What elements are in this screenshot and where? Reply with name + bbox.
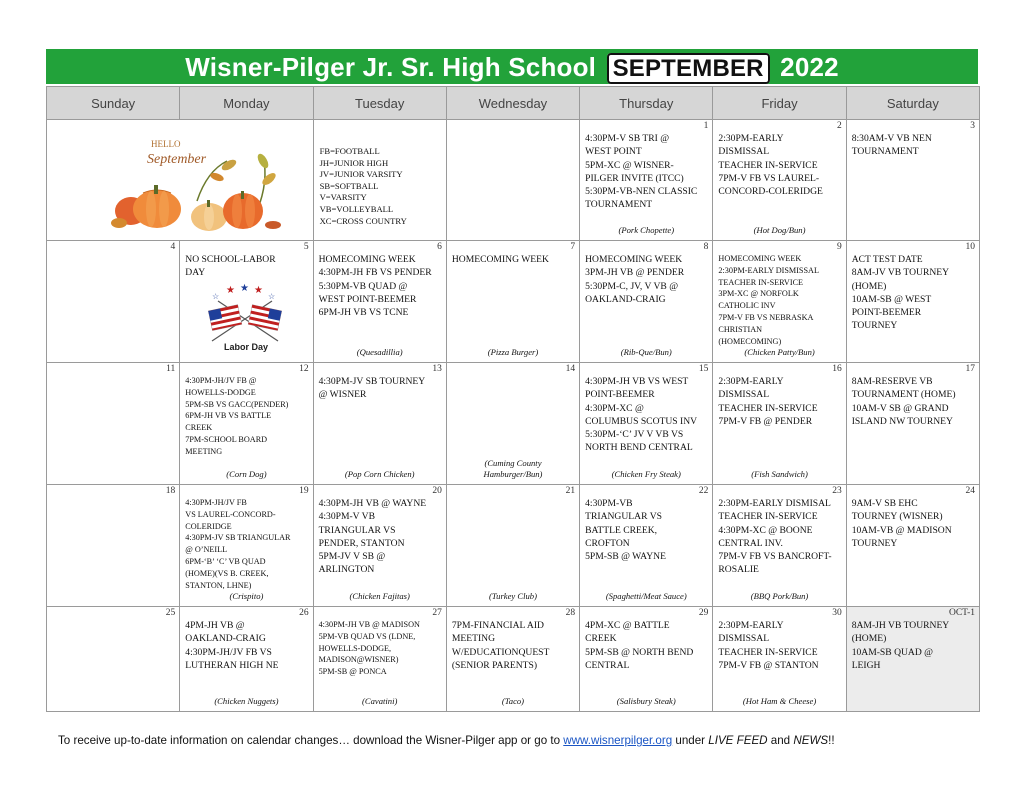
svg-text:★: ★ [254,285,264,296]
lunch-menu: (Fish Sandwich) [751,469,808,479]
calendar-week [47,485,980,607]
day-cell [580,120,713,241]
day-cell [846,120,979,241]
day-cell [713,363,846,485]
day-header: Tuesday [313,87,446,120]
weekday-header [47,87,980,120]
calendar-week [47,241,980,363]
day-cell [446,485,579,607]
day-cell [846,485,979,607]
day-cell [713,120,846,241]
pumpkin-illustration [47,121,313,239]
day-number: 8 [703,242,709,252]
lunch-menu: (BBQ Pork/Bun) [750,591,809,601]
day-cell [580,607,713,712]
day-cell [313,485,446,607]
day-number: 15 [698,364,709,374]
lunch-menu: (Cuming County Hamburger/Bun) [483,458,543,479]
day-cell [180,363,313,485]
day-number: 9 [836,242,842,252]
day-number: 22 [698,486,709,496]
day-events: 8:30AM-V VB NEN TOURNAMENT [851,133,932,158]
lunch-menu: (Hot Ham & Cheese) [742,696,817,706]
day-events: HOMECOMING WEEK 4:30PM-JH FB VS PENDER 5:30PM-VB QUAD @ WEST POINT-BEEMER 6PM-JH VB VS TCNE [318,254,432,319]
day-events: 7PM-FINANCIAL AID MEETING W/EDUCATIONQUEST (SENIOR PARENTS) [451,620,550,671]
day-number: 1 [703,121,709,131]
day-events: 4:30PM-JV SB TOURNEY @ WISNER [318,376,426,401]
day-events: 8AM-JH VB TOURNEY (HOME) 10AM-SB QUAD @ LEIGH [851,620,950,671]
website-link[interactable]: www.wisnerpilger.org [563,734,673,747]
day-cell [713,485,846,607]
day-number: 24 [965,486,975,496]
day-events: 2:30PM-EARLY DISMISAL TEACHER IN-SERVICE 4:30PM-XC @ BOONE CENTRAL INV. 7PM-V FB VS BANCROFT- ROSALIE [718,498,832,576]
year-label: 2022 [780,52,839,82]
day-number: 2 [836,121,842,131]
school-name: Wisner-Pilger Jr. Sr. High School [185,52,597,82]
footer-note: To receive up-to-date information on calendar changes… download the Wisner-Pilger app or go to www.wisnerpilger.org under LIVE FEED and NEWS!! [58,734,835,747]
lunch-menu: (Pork Chopette) [618,225,675,235]
day-cell [580,241,713,363]
lunch-menu: (Chicken Patty/Bun) [744,347,815,357]
calendar-banner [46,49,978,84]
lunch-menu: (Corn Dog) [226,469,267,479]
day-cell [580,363,713,485]
calendar-week [47,363,980,485]
day-events: 9AM-V SB EHC TOURNEY (WISNER) 10AM-VB @ MADISON TOURNEY [851,498,952,549]
day-events: 4PM-XC @ BATTLE CREEK 5PM-SB @ NORTH BEND CENTRAL [585,620,694,671]
lunch-menu: (Crispito) [229,591,264,601]
day-number: 16 [832,364,842,374]
day-events: 4:30PM-VB TRIANGULAR VS BATTLE CREEK, CROFTON 5PM-SB @ WAYNE [585,498,666,563]
day-cell [713,241,846,363]
day-cell [313,607,446,712]
day-number: 28 [565,608,576,618]
day-cell [180,485,313,607]
svg-text:☆: ☆ [268,292,276,301]
day-events: 2:30PM-EARLY DISMISSAL TEACHER IN-SERVICE 7PM-V FB VS LAUREL- CONCORD-COLERIDGE [718,133,823,198]
day-cell [47,241,180,363]
day-number: 19 [299,486,309,496]
day-number: 11 [166,364,176,374]
day-header: Thursday [580,87,713,120]
day-number: 5 [303,242,309,252]
day-number: OCT-1 [948,608,975,618]
day-cell [713,607,846,712]
day-cell [446,363,579,485]
day-header: Wednesday [446,87,579,120]
day-number: 30 [832,608,842,618]
day-number: 12 [299,364,309,374]
day-number: 17 [965,364,975,374]
september-script: September [147,152,207,167]
lunch-menu: (Spaghetti/Meat Sauce) [605,591,687,601]
day-number: 26 [299,608,309,618]
day-number: 4 [170,242,176,252]
svg-text:★: ★ [240,283,250,294]
calendar-week [47,120,980,241]
day-header: Sunday [47,87,180,120]
day-number: 27 [432,608,442,618]
day-number: 29 [698,608,709,618]
svg-text:★: ★ [226,285,236,296]
day-number: 25 [165,608,176,618]
day-cell [846,241,979,363]
day-cell [47,363,180,485]
day-events: 4PM-JH VB @ OAKLAND-CRAIG 4:30PM-JH/JV FB VS LUTHERAN HIGH NE [185,620,279,671]
day-cell [313,241,446,363]
day-events: HOMECOMING WEEK [451,254,549,265]
day-events: HOMECOMING WEEK 2:30PM-EARLY DISMISSAL TEACHER IN-SERVICE 3PM-XC @ NORFOLK CATHOLIC INV 7PM-V FB VS NEBRASKA CHRISTIAN (HOMECOMING) [718,254,819,346]
lunch-menu: (Hot Dog/Bun) [753,225,806,235]
day-events: 4:30PM-V SB TRI @ WEST POINT 5PM-XC @ WISNER- PILGER INVITE (ITCC) 5:30PM-VB-NEN CLASSIC TOURNAMENT [585,133,698,211]
hello-text: HELLO [151,139,181,149]
calendar-grid [46,86,980,712]
day-events: 2:30PM-EARLY DISMISSAL TEACHER IN-SERVICE 7PM-V FB @ PENDER [718,376,818,427]
lunch-menu: (Chicken Nuggets) [214,696,279,706]
lunch-menu: (Rib-Que/Bun) [620,347,672,357]
svg-text:☆: ☆ [212,292,220,301]
day-events: ACT TEST DATE 8AM-JV VB TOURNEY (HOME) 10AM-SB @ WEST POINT-BEEMER TOURNEY [851,254,950,332]
day-number: 23 [832,486,842,496]
day-events: 4:30PM-JH/JV FB @ HOWELLS-DODGE 5PM-SB VS GACC(PENDER) 6PM-JH VB VS BATTLE CREEK 7PM-SCHOOL BOARD MEETING [185,376,289,456]
day-cell [446,241,579,363]
abbreviation-legend: FB=FOOTBALL JH=JUNIOR HIGH JV=JUNIOR VARSITY SB=SOFTBALL V=VARSITY VB=VOLLEYBALL XC=CROSS COUNTRY [319,146,407,226]
day-header: Saturday [846,87,979,120]
lunch-menu: (Pop Corn Chicken) [344,469,415,479]
hello-september-art [47,120,314,241]
day-number: 3 [970,121,975,131]
day-events: 8AM-RESERVE VB TOURNAMENT (HOME) 10AM-V SB @ GRAND ISLAND NW TOURNEY [851,376,956,427]
lunch-menu: (Turkey Club) [488,591,537,601]
day-cell [846,363,979,485]
lunch-menu: (Taco) [501,696,525,706]
day-events: 4:30PM-JH VB VS WEST POINT-BEEMER 4:30PM-XC @ COLUMBUS SCOTUS INV 5:30PM-‘C’ JV V VB VS NORTH BEND CENTRAL [585,376,698,454]
day-cell [47,485,180,607]
calendar-week [47,607,980,712]
day-number: 7 [570,242,576,252]
day-header: Monday [180,87,313,120]
month-label: SEPTEMBER [607,53,770,84]
day-cell [180,241,313,363]
lunch-menu: (Salisbury Steak) [616,696,676,706]
day-events: 4:30PM-JH VB @ MADISON 5PM-VB QUAD VS (LDNE, HOWELLS-DODGE, MADISON@WISNER) 5PM-SB @ PONCA [318,620,420,677]
day-cell [313,363,446,485]
day-cell [313,120,446,241]
day-events: NO SCHOOL-LABOR DAY [185,254,276,279]
day-cell [846,607,979,712]
day-cell [580,485,713,607]
day-events: 2:30PM-EARLY DISMISSAL TEACHER IN-SERVICE 7PM-V FB @ STANTON [718,620,819,671]
day-number: 18 [165,486,176,496]
day-number: 14 [565,364,576,374]
day-cell [446,607,579,712]
day-number: 6 [437,242,442,252]
day-number: 13 [432,364,442,374]
lunch-menu: (Chicken Fajitas) [349,591,410,601]
labor-day-flags [198,283,294,353]
day-number: 10 [965,242,975,252]
day-events: 4:30PM-JH/JV FB VS LAUREL-CONCORD- COLERIDGE 4:30PM-JV SB TRIANGULAR @ O’NEILL 6PM-‘B’ ‘C’ VB QUAD (HOME)(VS B. CREEK, STANTON, LHNE) [185,498,291,590]
lunch-menu: (Cavatini) [362,696,398,706]
day-cell [47,607,180,712]
day-number: 21 [565,486,576,496]
day-cell [180,607,313,712]
day-header: Friday [713,87,846,120]
day-events: 4:30PM-JH VB @ WAYNE 4:30PM-V VB TRIANGULAR VS PENDER, STANTON 5PM-JV V SB @ ARLINGTON [318,498,427,576]
lunch-menu: (Quesadillia) [356,347,403,357]
day-events: HOMECOMING WEEK 3PM-JH VB @ PENDER 5:30PM-C, JV, V VB @ OAKLAND-CRAIG [585,254,685,305]
lunch-menu: (Pizza Burger) [487,347,539,357]
labor-day-label: Labor Day [224,342,269,352]
day-number: 20 [432,486,442,496]
day-cell [446,120,579,241]
lunch-menu: (Chicken Fry Steak) [611,469,681,479]
